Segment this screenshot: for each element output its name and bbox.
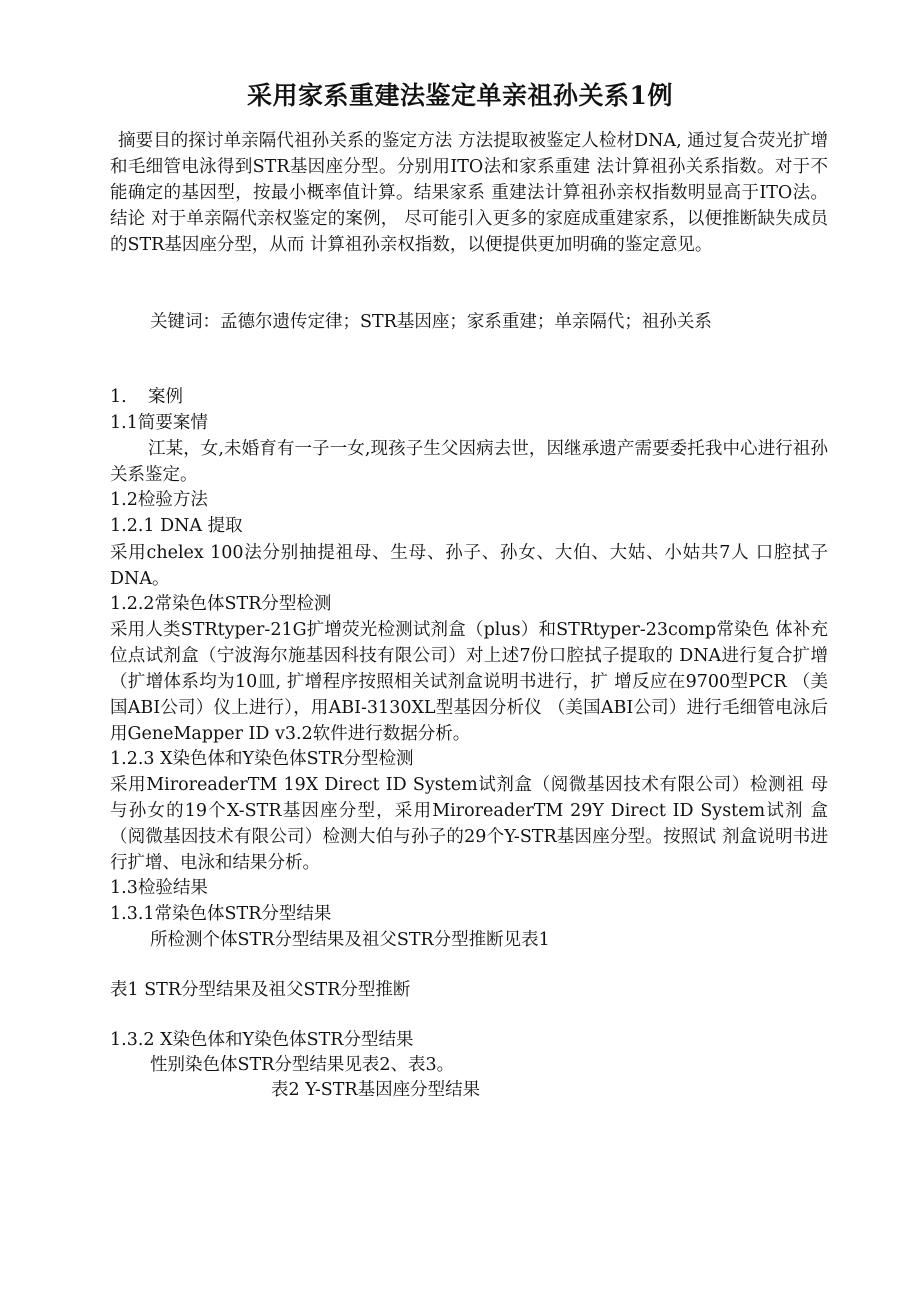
section-1-1-text: 江某，女,未婚育有一子一女,现孩子生父因病去世，因继承遗产需要委托我中心进行祖孙关系鉴定。	[110, 439, 828, 485]
section-1-3-heading: 1.3检验结果	[110, 878, 208, 898]
abstract-paragraph: 摘要目的探讨单亲隔代祖孙关系的鉴定方法 方法提取被鉴定人检材DNA, 通过复合荧光扩增和毛细管电泳得到STR基因座分型。分别用ITO法和家系重建 法计算祖孙关系指数。对于不能确定的基因型，按最小概率值计算。结果家系 重建法计算祖孙亲权指数明显高于ITO法。结论 对于单亲隔代亲权鉴定的案例， 尽可能引入更多的家庭成重建家系，以便推断缺失成员的STR基因座分型，从而 计算祖孙亲权指数，以便提供更加明确的鉴定意见。	[110, 131, 828, 255]
section-1-1-heading: 1.1简要案情	[110, 413, 208, 433]
paper-title: 采用家系重建法鉴定单亲祖孙关系1例	[247, 81, 673, 110]
section-1-3-1-heading: 1.3.1常染色体STR分型结果	[110, 904, 332, 924]
section-1-2-3-heading: 1.2.3 X染色体和Y染色体STR分型检测	[110, 749, 414, 769]
section-1-heading	[110, 384, 183, 410]
section-1-3-2-heading: 1.3.2 X染色体和Y染色体STR分型结果	[110, 1030, 414, 1050]
section-1-2-1-heading: 1.2.1 DNA 提取	[110, 516, 243, 536]
table-2-caption: 表2 Y-STR基因座分型结果	[271, 1080, 481, 1100]
keywords-line: 关键词：孟德尔遗传定律；STR基因座；家系重建；单亲隔代；祖孙关系	[150, 312, 712, 332]
section-1-2-1-text: 采用chelex 100法分别抽提祖母、生母、孙子、孙女、大伯、大姑、小姑共7人 口腔拭子DNA。	[110, 543, 828, 589]
section-1-2-3-text: 采用MiroreaderTM 19X Direct ID System试剂盒（阅微基因技术有限公司）检测祖 母与孙女的19个X-STR基因座分型，采用MiroreaderTM 29Y Direct ID System试剂 盒（阅微基因技术有限公司）检测大伯与孙子的29个Y-STR基因座分型。按照试 剂盒说明书进行扩增、电泳和结果分析。	[110, 775, 828, 873]
section-1-2-2-heading: 1.2.2常染色体STR分型检测	[110, 594, 332, 614]
section-1-3-2-text: 性别染色体STR分型结果见表2、表3。	[150, 1055, 455, 1075]
section-1-title: 案例	[148, 387, 183, 407]
section-1-2-2-text: 采用人类STRtyper-21G扩增荧光检测试剂盒（plus）和STRtyper-23comp常染色 体补充位点试剂盒（宁波海尔施基因科技有限公司）对上述7份口腔拭子提取的 DNA进行复合扩增（扩增体系均为10皿, 扩增程序按照相关试剂盒说明书进行，扩 增反应在9700型PCR （美国ABI公司）仪上进行），用ABI-3130XL型基因分析仪 （美国ABI公司）进行毛细管电泳后用GeneMapper ID v3.2软件进行数据分析。	[110, 620, 828, 744]
table-1-caption: 表1 STR分型结果及祖父STR分型推断	[110, 980, 411, 1000]
section-1-3-1-text: 所检测个体STR分型结果及祖父STR分型推断见表1	[150, 930, 550, 950]
section-1-number: 1.	[110, 387, 127, 407]
section-1-2-heading: 1.2检验方法	[110, 490, 208, 510]
